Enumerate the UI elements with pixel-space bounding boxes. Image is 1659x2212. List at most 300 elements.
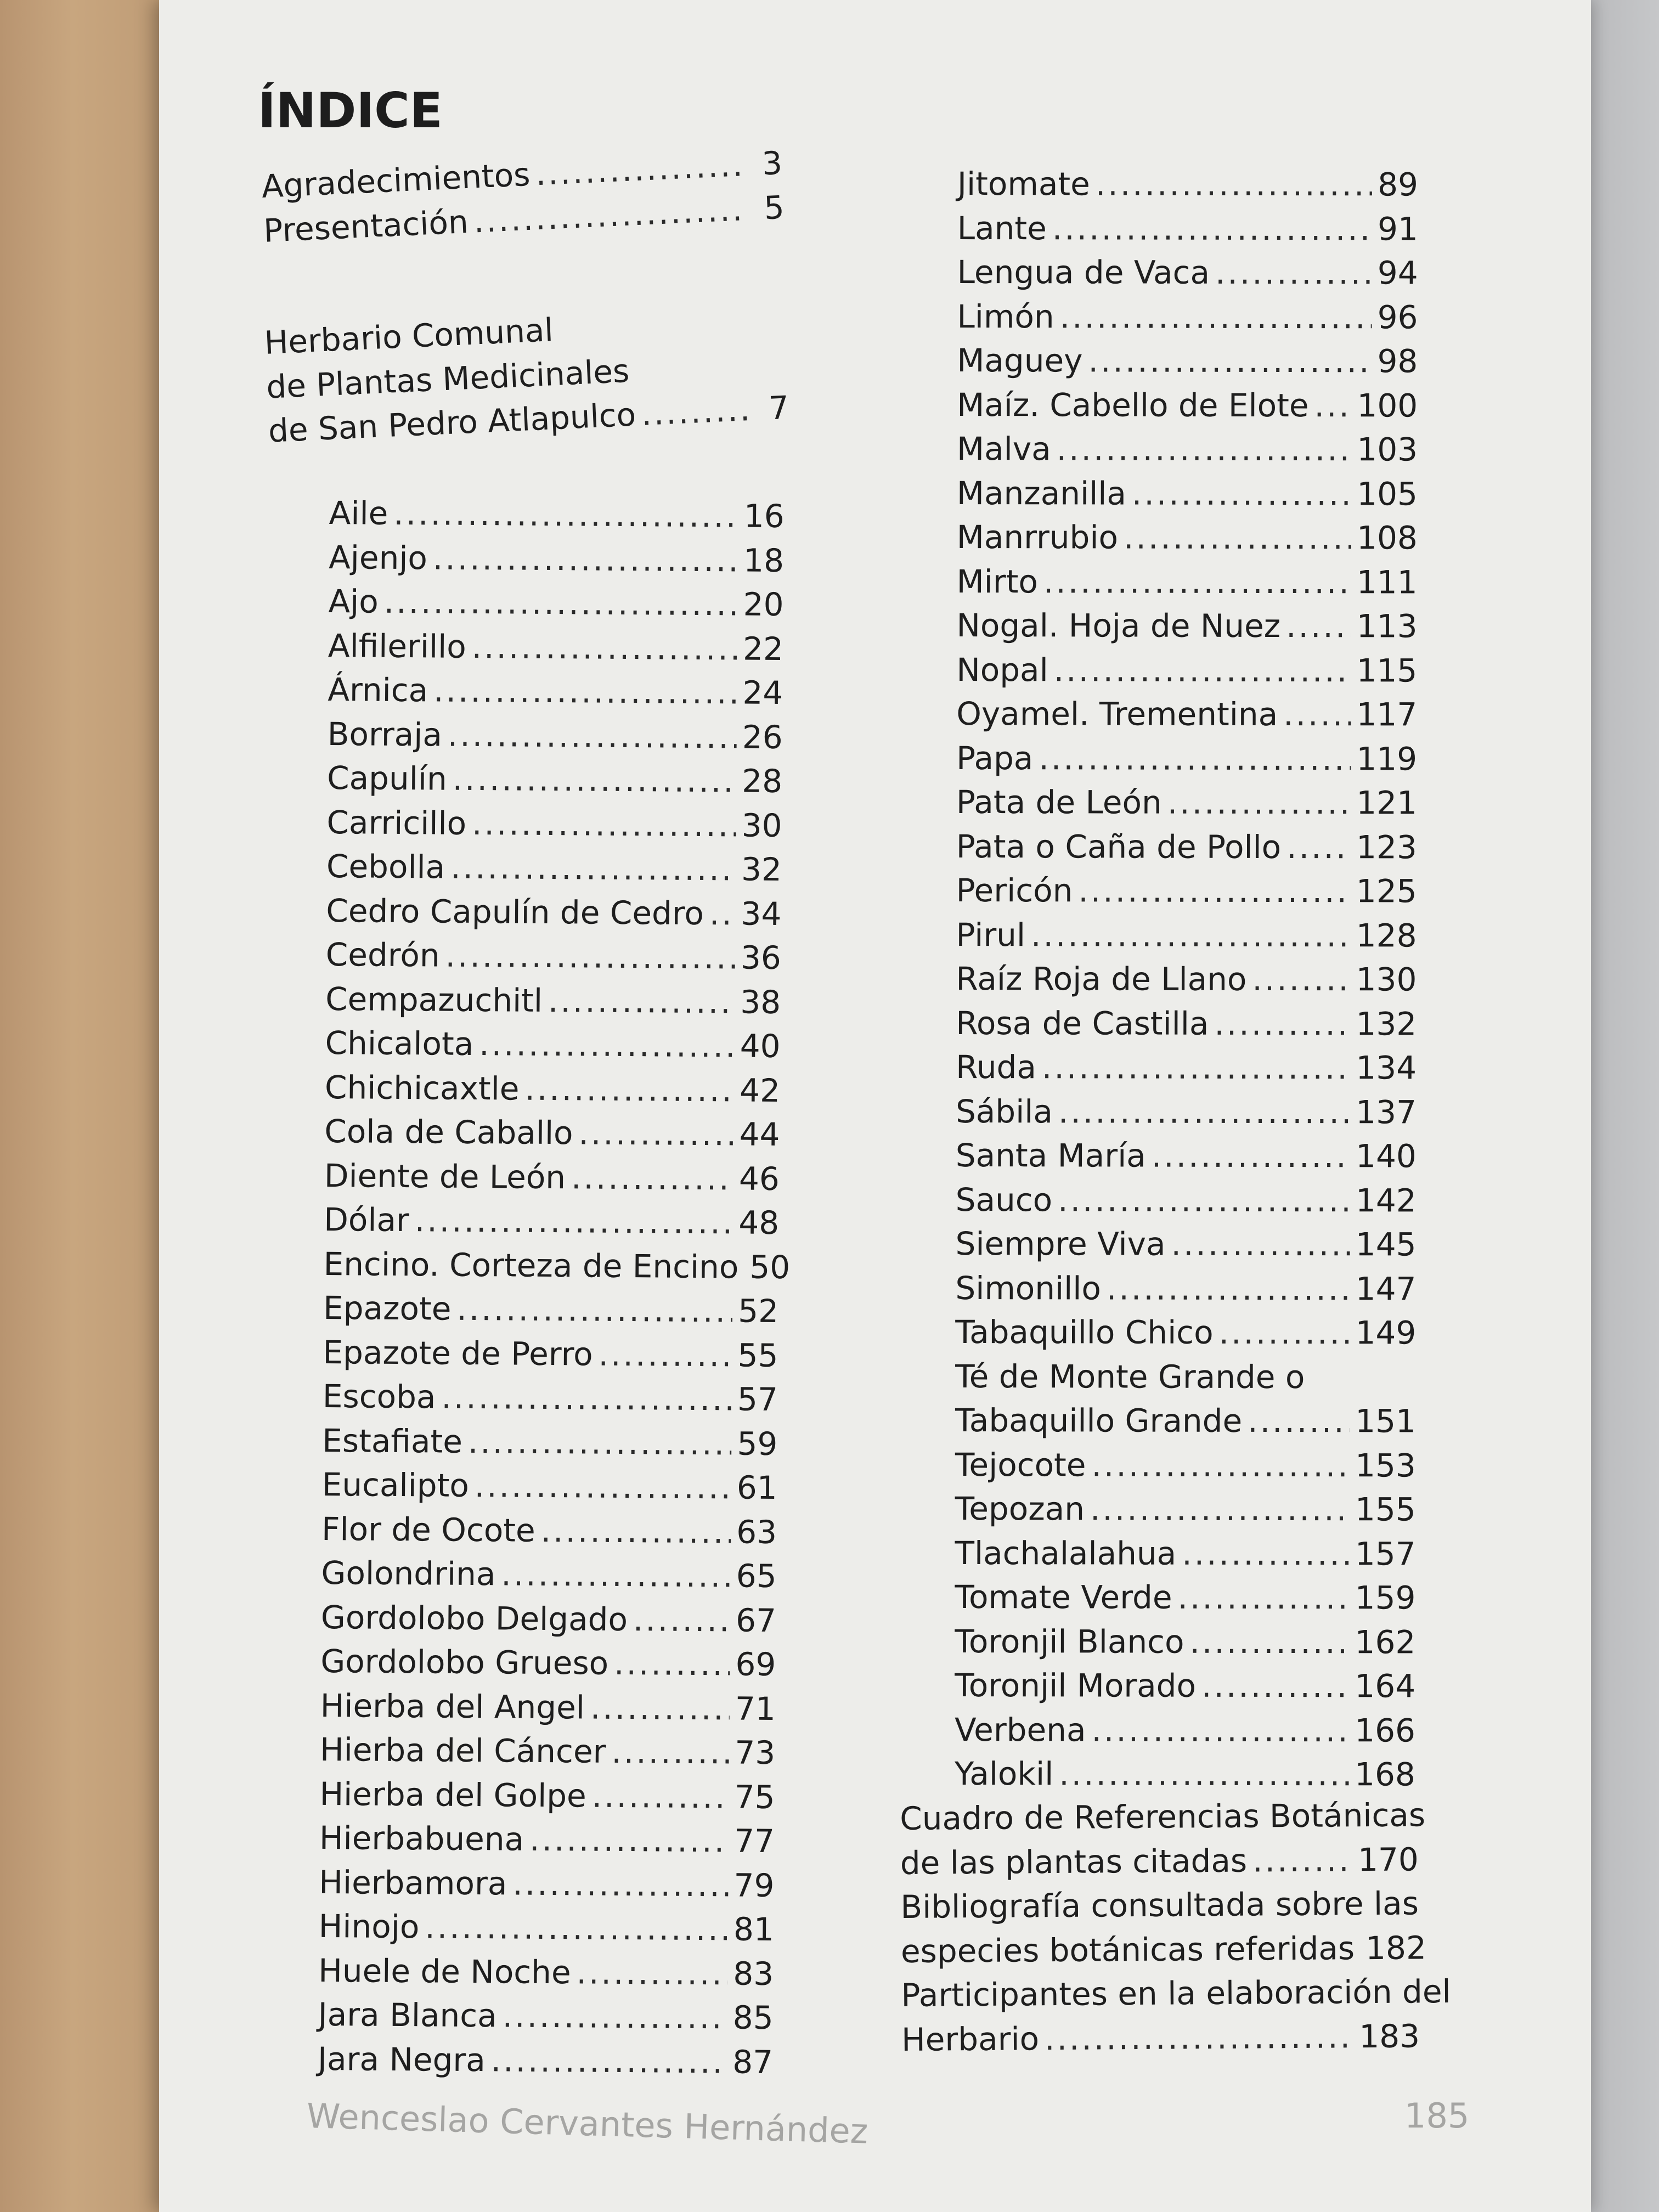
- toc-entry[interactable]: [956, 603, 1417, 648]
- toc-entry[interactable]: [955, 1487, 1416, 1532]
- dot-leader: [1252, 1838, 1353, 1883]
- dot-leader: [512, 1861, 729, 1907]
- herbario-line-2: de Plantas Medicinales: [265, 352, 630, 406]
- dot-leader: [393, 492, 738, 538]
- toc-entry[interactable]: [320, 1683, 776, 1731]
- entry-title: Hierbabuena: [319, 1819, 524, 1858]
- entry-title: Lengua de Vaca: [957, 253, 1210, 291]
- entry-title: Gordolobo Grueso: [320, 1642, 609, 1682]
- entry-title: Chichicaxtle: [324, 1068, 520, 1108]
- toc-entry[interactable]: [956, 1177, 1417, 1222]
- entry-title: Ajo: [328, 582, 379, 620]
- dot-leader: [590, 1685, 730, 1730]
- entry-title: Escoba: [322, 1377, 436, 1416]
- dot-leader: [709, 891, 736, 936]
- toc-entry[interactable]: [329, 535, 785, 583]
- entry-title: Verbena: [954, 1711, 1086, 1748]
- entry-page-number: 159: [1355, 1579, 1416, 1617]
- dot-leader: [614, 1641, 730, 1686]
- entry-title: Hierbamora: [319, 1863, 507, 1902]
- toc-entry[interactable]: [955, 1442, 1416, 1487]
- toc-entry[interactable]: [955, 1575, 1415, 1620]
- entry-title: Eucalipto: [321, 1465, 470, 1504]
- entry-page-number: 5: [763, 188, 786, 227]
- entry-page-number: 140: [1356, 1137, 1417, 1175]
- entry-page-number: 108: [1357, 519, 1418, 557]
- toc-entry[interactable]: [956, 824, 1417, 869]
- dot-leader: [1182, 1531, 1350, 1576]
- entry-page-number: 137: [1356, 1093, 1417, 1131]
- toc-herbario-block: [263, 297, 790, 453]
- toc-entry[interactable]: [901, 2014, 1420, 2062]
- dot-leader: [548, 978, 735, 1024]
- dot-leader: [384, 580, 738, 627]
- dot-leader: [490, 2038, 727, 2084]
- entry-title: Tepozan: [955, 1489, 1085, 1528]
- entry-page-number: 63: [736, 1513, 777, 1551]
- toc-entry[interactable]: [957, 471, 1418, 516]
- dot-leader: [1171, 1222, 1350, 1267]
- entry-title: Presentación: [262, 202, 470, 250]
- entry-page-number: 81: [733, 1910, 775, 1949]
- dot-leader: [415, 1198, 733, 1245]
- toc-entry[interactable]: [324, 1198, 780, 1245]
- dot-leader: [472, 801, 736, 847]
- dot-leader: [433, 536, 738, 583]
- dot-leader: [1152, 1134, 1350, 1178]
- te-de-monte-line-1: Té de Monte Grande o: [955, 1357, 1305, 1396]
- dot-leader: [1096, 162, 1372, 206]
- dot-leader: [1091, 1708, 1349, 1752]
- dot-leader: [1189, 1620, 1349, 1664]
- entry-title: Aile: [329, 494, 388, 532]
- entry-page-number: 125: [1356, 872, 1417, 910]
- toc-entry[interactable]: [955, 1707, 1415, 1752]
- entry-title: Rosa de Castilla: [956, 1004, 1209, 1042]
- dot-leader: [1060, 295, 1372, 339]
- entry-title: Tabaquillo Grande: [955, 1401, 1243, 1440]
- dot-leader: [529, 1818, 729, 1863]
- toc-entry[interactable]: [318, 2036, 774, 2084]
- dot-leader: [1248, 1399, 1350, 1443]
- toc-entry[interactable]: [320, 1728, 776, 1775]
- dot-leader: [524, 1066, 734, 1112]
- entry-title: Pata o Caña de Pollo: [956, 827, 1282, 866]
- back-matter-item: [901, 1970, 1451, 2062]
- entry-title: Siempre Viva: [955, 1224, 1166, 1263]
- toc-entry[interactable]: [956, 868, 1417, 913]
- toc-entry[interactable]: [956, 1133, 1417, 1178]
- entry-title: Oyamel. Trementina: [956, 695, 1278, 733]
- entry-title-line-1: Cuadro de Referencias Botánicas: [900, 1796, 1426, 1837]
- toc-entry[interactable]: [329, 491, 785, 539]
- entry-title: Simonillo: [955, 1269, 1101, 1307]
- toc-entry[interactable]: [955, 1222, 1416, 1267]
- entry-page-number: 89: [1378, 166, 1418, 204]
- entry-page-number: 44: [739, 1115, 780, 1154]
- entry-title-line-1: Bibliografía consultada sobre las: [900, 1884, 1419, 1926]
- dot-leader: [1167, 781, 1351, 825]
- dot-leader: [502, 1994, 727, 2040]
- entry-title: Manrrubio: [956, 518, 1119, 556]
- toc-entry[interactable]: [320, 1639, 776, 1687]
- entry-title: Golondrina: [321, 1554, 496, 1593]
- entry-title: de las plantas citadas: [900, 1842, 1248, 1882]
- entry-title: Chicalota: [325, 1024, 474, 1063]
- footer-author: Wenceslao Cervantes Hernández: [306, 2096, 869, 2152]
- entry-title: Gordolobo Delgado: [320, 1598, 628, 1638]
- dot-leader: [433, 668, 737, 715]
- entry-title: Nopal: [956, 651, 1048, 689]
- toc-entry[interactable]: [321, 1551, 777, 1599]
- cardboard-background: [0, 0, 181, 2212]
- dot-leader: [1059, 1752, 1349, 1796]
- entry-title: Alfilerillo: [328, 627, 466, 665]
- entry-title: Toronjil Blanco: [955, 1622, 1184, 1661]
- entry-page-number: 18: [743, 541, 785, 579]
- herbario-line-1: Herbario Comunal: [263, 311, 554, 362]
- entry-title: Cola de Caballo: [324, 1112, 573, 1152]
- toc-entry[interactable]: [956, 736, 1417, 781]
- footer-page-number: 185: [1404, 2096, 1470, 2136]
- toc-entry[interactable]: [328, 668, 783, 715]
- toc-entry[interactable]: [957, 294, 1418, 339]
- entry-page-number: 132: [1356, 1005, 1417, 1042]
- entry-page-number: 16: [743, 497, 785, 535]
- dot-leader: [611, 1730, 729, 1775]
- toc-entry[interactable]: [955, 1266, 1416, 1311]
- back-matter-item: [900, 1793, 1426, 1885]
- entry-page-number: 157: [1355, 1534, 1416, 1572]
- dot-leader: [445, 934, 735, 980]
- entry-title: Pericón: [956, 871, 1073, 910]
- toc-entry[interactable]: [325, 1021, 781, 1069]
- dot-leader: [1124, 516, 1351, 560]
- toc-left-column: [317, 491, 791, 2084]
- entry-title: Jitomate: [957, 165, 1090, 203]
- toc-entry[interactable]: [956, 1045, 1417, 1090]
- entry-page-number: 52: [738, 1292, 779, 1330]
- toc-entry[interactable]: [957, 250, 1418, 295]
- toc-entry[interactable]: [955, 1531, 1416, 1576]
- dot-leader: [448, 713, 737, 759]
- toc-entry[interactable]: [322, 1418, 778, 1466]
- entry-page-number: 113: [1356, 607, 1418, 645]
- toc-entry[interactable]: [328, 623, 784, 671]
- toc-entry[interactable]: [321, 1506, 777, 1554]
- toc-right-list-2: [955, 1442, 1416, 1796]
- toc-entry[interactable]: [328, 579, 784, 627]
- entry-page-number: 28: [742, 762, 783, 800]
- entry-title: Manzanilla: [956, 474, 1126, 512]
- entry-page-number: 128: [1356, 916, 1417, 954]
- entry-page-number: 153: [1355, 1446, 1416, 1484]
- entry-page-number: 36: [740, 939, 782, 977]
- entry-page-number: 26: [742, 718, 783, 756]
- entry-title: Tomate Verde: [955, 1578, 1172, 1616]
- dot-leader: [1132, 471, 1351, 516]
- entry-page-number: 168: [1355, 1756, 1415, 1793]
- entry-title: Papa: [956, 739, 1034, 777]
- entry-page-number: 91: [1377, 210, 1418, 247]
- toc-entry[interactable]: [957, 427, 1418, 472]
- entry-page-number: 55: [737, 1336, 778, 1374]
- dot-leader: [468, 1419, 732, 1465]
- dot-leader: [425, 1905, 728, 1951]
- toc-entry[interactable]: [957, 382, 1418, 427]
- dot-leader: [1045, 2015, 1354, 2061]
- entry-page-number: 32: [741, 850, 782, 889]
- toc-entry[interactable]: [957, 559, 1418, 604]
- entry-page-number: 147: [1355, 1269, 1417, 1307]
- dot-leader: [1283, 692, 1351, 737]
- entry-page-number: 170: [1357, 1840, 1419, 1878]
- toc-entry[interactable]: [955, 1398, 1416, 1443]
- entry-title: Jara Negra: [317, 2040, 486, 2079]
- entry-title: Raíz Roja de Llano: [956, 960, 1247, 998]
- entry-title: Santa María: [955, 1136, 1146, 1175]
- toc-entry[interactable]: [955, 1310, 1416, 1355]
- toc-back-matter: [900, 1793, 1451, 2062]
- dot-leader: [1314, 383, 1351, 428]
- toc-entry[interactable]: [956, 780, 1417, 825]
- toc-entry[interactable]: [321, 1463, 777, 1510]
- toc-entry[interactable]: [324, 1153, 780, 1201]
- entry-title: especies botánicas referidas: [900, 1929, 1355, 1970]
- entry-title: Hinojo: [318, 1907, 420, 1946]
- entry-page-number: 73: [735, 1734, 776, 1772]
- entry-page-number: 145: [1355, 1226, 1417, 1263]
- entry-title: Yalokil: [954, 1754, 1054, 1793]
- dot-leader: [571, 1155, 734, 1201]
- entry-page-number: 123: [1356, 828, 1417, 866]
- entry-title: Ajenjo: [328, 538, 428, 577]
- entry-page-number: 20: [743, 585, 784, 624]
- dot-leader: [576, 1950, 727, 1996]
- entry-title: Tlachalalahua: [955, 1534, 1177, 1572]
- entry-page-number: 59: [737, 1424, 778, 1463]
- entry-title: Lante: [957, 209, 1047, 247]
- toc-entry[interactable]: [318, 1948, 774, 1996]
- entry-title: Agradecimientos: [261, 155, 531, 205]
- dot-leader: [1107, 1266, 1350, 1311]
- entry-page-number: 77: [733, 1822, 775, 1860]
- entry-title: Epazote: [323, 1289, 452, 1328]
- entry-page-number: 105: [1357, 475, 1418, 512]
- entry-title: Tejocote: [955, 1446, 1086, 1483]
- entry-title: Pirul: [956, 916, 1026, 953]
- dot-leader: [501, 1552, 731, 1598]
- entry-title: Diente de León: [324, 1156, 566, 1196]
- entry-title: Maguey: [957, 341, 1083, 380]
- entry-title: Huele de Noche: [318, 1951, 571, 1991]
- entry-page-number: 85: [732, 1999, 774, 2037]
- entry-page-number: 57: [737, 1380, 778, 1419]
- dot-leader: [1058, 1090, 1350, 1134]
- entry-title: Hierba del Angel: [320, 1686, 585, 1726]
- dot-leader: [1286, 825, 1351, 870]
- entry-page-number: 67: [735, 1601, 777, 1639]
- entry-page-number: 3: [761, 144, 783, 183]
- toc-entry[interactable]: [955, 1663, 1415, 1708]
- page-title: ÍNDICE: [258, 82, 443, 139]
- entry-page-number: 83: [733, 1954, 774, 1993]
- dot-leader: [1360, 1926, 1361, 1970]
- entry-page-number: 48: [738, 1204, 780, 1242]
- entry-title: Epazote de Perro: [323, 1333, 593, 1373]
- toc-entry[interactable]: [900, 1837, 1419, 1885]
- toc-entry[interactable]: [327, 756, 783, 804]
- toc-entry[interactable]: [325, 1065, 781, 1113]
- dot-leader: [1088, 338, 1372, 383]
- entry-page-number: 22: [742, 630, 784, 668]
- dot-leader: [475, 1464, 732, 1510]
- entry-title: Cedrón: [325, 935, 440, 974]
- entry-page-number: 142: [1355, 1181, 1417, 1219]
- toc-entry[interactable]: [323, 1374, 778, 1422]
- toc-entry[interactable]: [955, 1619, 1415, 1664]
- dot-leader: [1042, 1045, 1351, 1090]
- toc-entry[interactable]: [956, 912, 1417, 957]
- toc-entry[interactable]: [956, 647, 1417, 692]
- toc-entry[interactable]: [326, 800, 782, 848]
- entry-page-number: 69: [735, 1645, 776, 1684]
- toc-right-list: [955, 162, 1418, 1355]
- entry-page-number: 7: [768, 388, 790, 427]
- toc-entry[interactable]: [956, 1001, 1417, 1046]
- dot-leader: [1054, 648, 1351, 692]
- dot-leader: [450, 845, 736, 891]
- entry-page-number: 119: [1356, 740, 1418, 777]
- toc-entry[interactable]: [957, 206, 1418, 251]
- dot-leader: [441, 1375, 732, 1421]
- entry-page-number: 115: [1356, 651, 1418, 689]
- entry-page-number: 103: [1357, 431, 1418, 469]
- dot-leader: [479, 1022, 735, 1068]
- toc-entry[interactable]: [956, 692, 1417, 737]
- entry-page-number: 183: [1359, 2017, 1420, 2055]
- dot-leader: [456, 1287, 732, 1333]
- dot-leader: [540, 1508, 731, 1554]
- entry-title: Malva: [957, 430, 1051, 468]
- toc-entry[interactable]: [324, 1109, 780, 1157]
- entry-page-number: 151: [1355, 1402, 1417, 1440]
- entry-title: Mirto: [956, 562, 1038, 600]
- dot-leader: [452, 757, 736, 803]
- entry-title: Limón: [957, 297, 1054, 335]
- entry-title: Carricillo: [326, 803, 467, 842]
- entry-page-number: 50: [749, 1248, 791, 1286]
- entry-page-number: 121: [1356, 784, 1418, 822]
- entry-page-number: 96: [1377, 298, 1418, 336]
- dot-leader: [1052, 206, 1372, 251]
- toc-entry[interactable]: [319, 1904, 775, 1952]
- toc-entry[interactable]: [957, 162, 1418, 207]
- dot-leader: [591, 1774, 729, 1819]
- entry-page-number: 42: [739, 1071, 781, 1109]
- toc-right-column: [955, 162, 1418, 1797]
- entry-page-number: 182: [1365, 1928, 1427, 1967]
- dot-leader: [1039, 736, 1351, 781]
- entry-page-number: 111: [1356, 563, 1418, 601]
- dot-leader: [1286, 604, 1351, 648]
- toc-entry[interactable]: [956, 1089, 1417, 1134]
- entry-page-number: 162: [1355, 1623, 1416, 1661]
- toc-entry[interactable]: [326, 888, 782, 936]
- entry-title: Hierba del Cáncer: [319, 1730, 606, 1770]
- entry-title: Encino. Corteza de Encino: [323, 1245, 739, 1286]
- entry-title: Maíz. Cabello de Elote: [957, 386, 1309, 424]
- entry-title: Pata de León: [956, 783, 1162, 821]
- toc-entry[interactable]: [323, 1242, 791, 1289]
- toc-entry[interactable]: [900, 1926, 1427, 1973]
- toc-entry[interactable]: [319, 1860, 775, 1908]
- toc-entry[interactable]: [325, 977, 781, 1024]
- entry-page-number: 61: [736, 1469, 777, 1507]
- entry-title: Toronjil Morado: [955, 1666, 1197, 1705]
- entry-page-number: 87: [732, 2042, 774, 2081]
- entry-page-number: 46: [738, 1160, 780, 1198]
- toc-entry[interactable]: [955, 1752, 1415, 1797]
- dot-leader: [633, 1598, 731, 1643]
- entry-page-number: 65: [736, 1557, 777, 1595]
- toc-entry[interactable]: [318, 1993, 774, 2040]
- entry-page-number: 38: [740, 983, 781, 1021]
- back-matter-item: [900, 1881, 1427, 1973]
- toc-entry[interactable]: [323, 1286, 779, 1334]
- entry-title: Sauco: [955, 1181, 1053, 1218]
- dot-leader: [1219, 1311, 1350, 1355]
- dot-leader: [1214, 1001, 1350, 1046]
- entry-page-number: 100: [1357, 386, 1418, 424]
- entry-title: Dólar: [324, 1200, 410, 1239]
- entry-title: Tabaquillo Chico: [955, 1313, 1214, 1351]
- dot-leader: [1043, 560, 1351, 604]
- dot-leader: [471, 624, 737, 670]
- toc-entry[interactable]: [957, 338, 1418, 383]
- toc-entry[interactable]: [326, 844, 782, 892]
- entry-title: Nogal. Hoja de Nuez: [956, 606, 1281, 645]
- entry-title: de San Pedro Atlapulco: [267, 396, 637, 450]
- entry-title: Cempazuchitl: [325, 980, 543, 1019]
- entry-page-number: 155: [1355, 1491, 1416, 1528]
- entry-title-line-1: Participantes en la elaboración del: [901, 1972, 1451, 2014]
- toc-entry[interactable]: [326, 933, 782, 980]
- toc-entry[interactable]: [319, 1816, 775, 1864]
- dot-leader: [578, 1111, 734, 1156]
- dot-leader: [640, 387, 752, 436]
- toc-entry[interactable]: [957, 515, 1418, 560]
- dot-leader: [1031, 913, 1351, 958]
- dot-leader: [1058, 1178, 1350, 1222]
- toc-entry[interactable]: [321, 1595, 777, 1643]
- entry-title: Borraja: [327, 715, 443, 754]
- dot-leader: [1090, 1487, 1350, 1531]
- toc-entry[interactable]: [327, 712, 783, 759]
- entry-title: Hierba del Golpe: [319, 1775, 586, 1814]
- entry-page-number: 134: [1356, 1049, 1417, 1087]
- dot-leader: [1252, 957, 1350, 1002]
- dot-leader: [1091, 1443, 1350, 1487]
- toc-entry[interactable]: [956, 957, 1417, 1002]
- dot-leader: [1078, 868, 1351, 913]
- entry-title: Cedro Capulín de Cedro: [326, 891, 704, 932]
- entry-title: Cebolla: [326, 847, 445, 886]
- entry-title: Árnica: [328, 670, 428, 709]
- entry-page-number: 166: [1355, 1711, 1416, 1749]
- toc-entry[interactable]: [319, 1771, 775, 1819]
- toc-entry[interactable]: [323, 1330, 778, 1378]
